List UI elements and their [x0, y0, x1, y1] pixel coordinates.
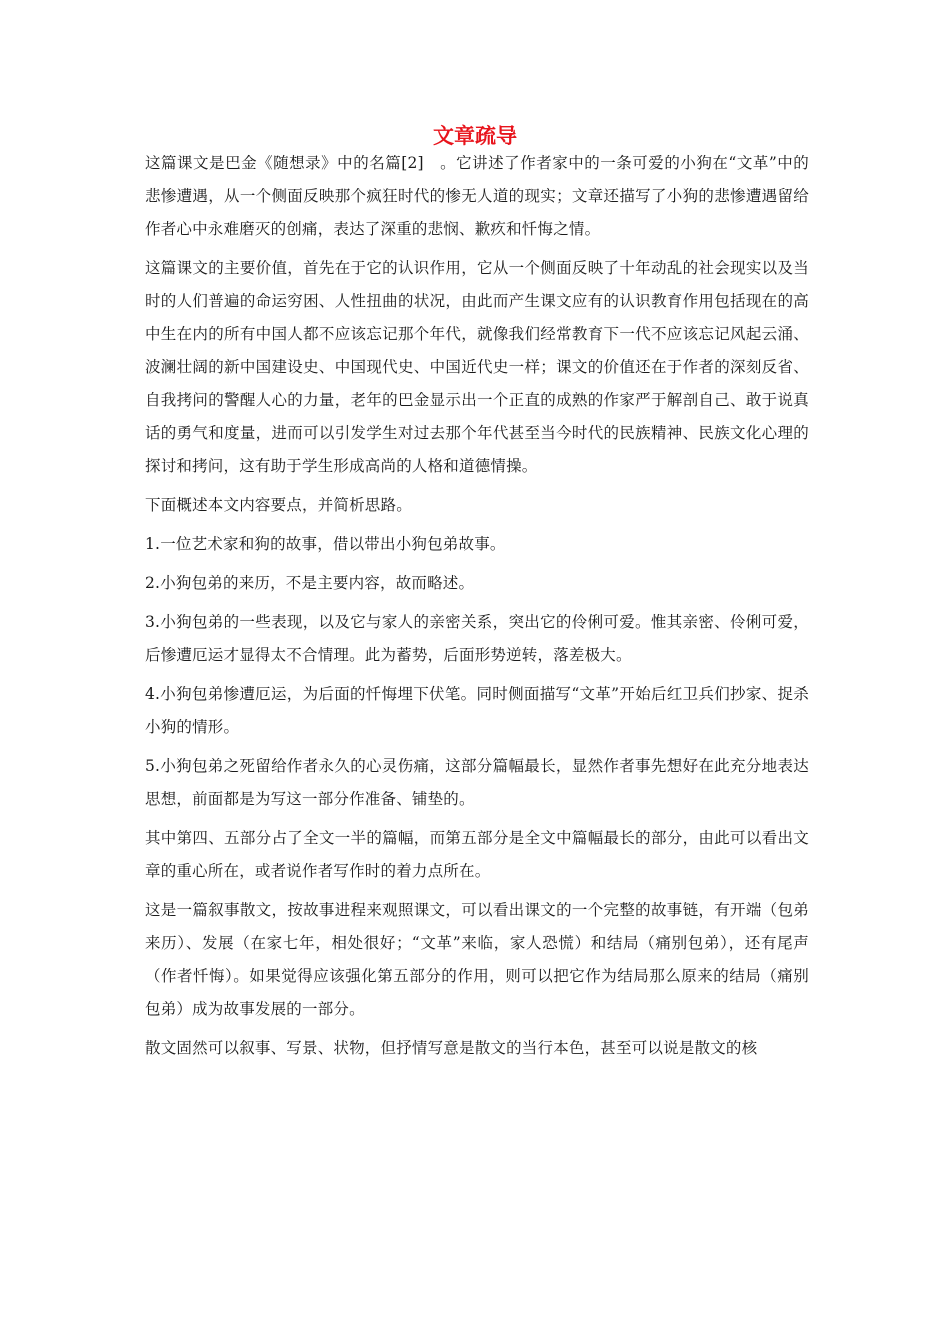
paragraph: 散文固然可以叙事、写景、状物，但抒情写意是散文的当行本色，甚至可以说是散文的核 — [145, 1039, 758, 1057]
paragraph: 这篇课文的主要价值，首先在于它的认识作用，它从一个侧面反映了十年动乱的社会现实以及当时的人们普遍的命运穷困、人性扭曲的状况，由此而产生课文应有的认识教育作用包括现在的高中生在内的所有中国人都不应该忘记那个年代，就像我们经常教育下一代不应该忘记风起云涌、波澜壮阔的新中国建设史、中国现代史、中国近代史一样；课文的价值还在于作者的深刻反省、自我拷问的警醒人心的力量，老年的巴金显示出一个正直的成熟的作家严于解剖自己、敢于说真话的勇气和度量，进而可以引发学生对过去那个年代甚至当今时代的民族精神、民族文化心理的探讨和拷问，这有助于学生形成高尚的人格和道德情操。 — [145, 259, 809, 475]
list-item-1: 1.一位艺术家和狗的故事，借以带出小狗包弟故事。 — [145, 535, 506, 553]
document-title: 文章疏导 — [433, 124, 517, 148]
list-item-2: 2.小狗包弟的来历，不是主要内容，故而略述。 — [145, 574, 475, 592]
paragraph: 这是一篇叙事散文，按故事进程来观照课文，可以看出课文的一个完整的故事链，有开端（包弟来历）、发展（在家七年，相处很好；“文革”来临，家人恐慌）和结局（痛别包弟），还有尾声（作者忏悔）。如果觉得应该强化第五部分的作用，则可以把它作为结局那么原来的结局（痛别包弟）成为故事发展的一部分。 — [145, 901, 809, 1018]
paragraph: 下面概述本文内容要点，并简析思路。 — [145, 496, 412, 514]
list-item-5: 5.小狗包弟之死留给作者永久的心灵伤痛，这部分篇幅最长，显然作者事先想好在此充分地表达思想，前面都是为写这一部分作准备、铺垫的。 — [145, 757, 809, 808]
list-item-3: 3.小狗包弟的一些表现，以及它与家人的亲密关系，突出它的伶俐可爱。惟其亲密、伶俐可爱，后惨遭厄运才显得太不合情理。此为蓄势，后面形势逆转，落差极大。 — [145, 613, 809, 664]
paragraph: 其中第四、五部分占了全文一半的篇幅，而第五部分是全文中篇幅最长的部分，由此可以看出文章的重心所在，或者说作者写作时的着力点所在。 — [145, 829, 809, 880]
paragraph: 这篇课文是巴金《随想录》中的名篇[2] 。它讲述了作者家中的一条可爱的小狗在“文革”中的悲惨遭遇，从一个侧面反映那个疯狂时代的惨无人道的现实；文章还描写了小狗的悲惨遭遇留给作者心中永难磨灭的创痛，表达了深重的悲悯、歉疚和忏悔之情。 — [145, 154, 809, 238]
document-body — [145, 147, 809, 1071]
list-item-4: 4.小狗包弟惨遭厄运，为后面的忏悔埋下伏笔。同时侧面描写“文革”开始后红卫兵们抄家、捉杀小狗的情形。 — [145, 685, 809, 736]
